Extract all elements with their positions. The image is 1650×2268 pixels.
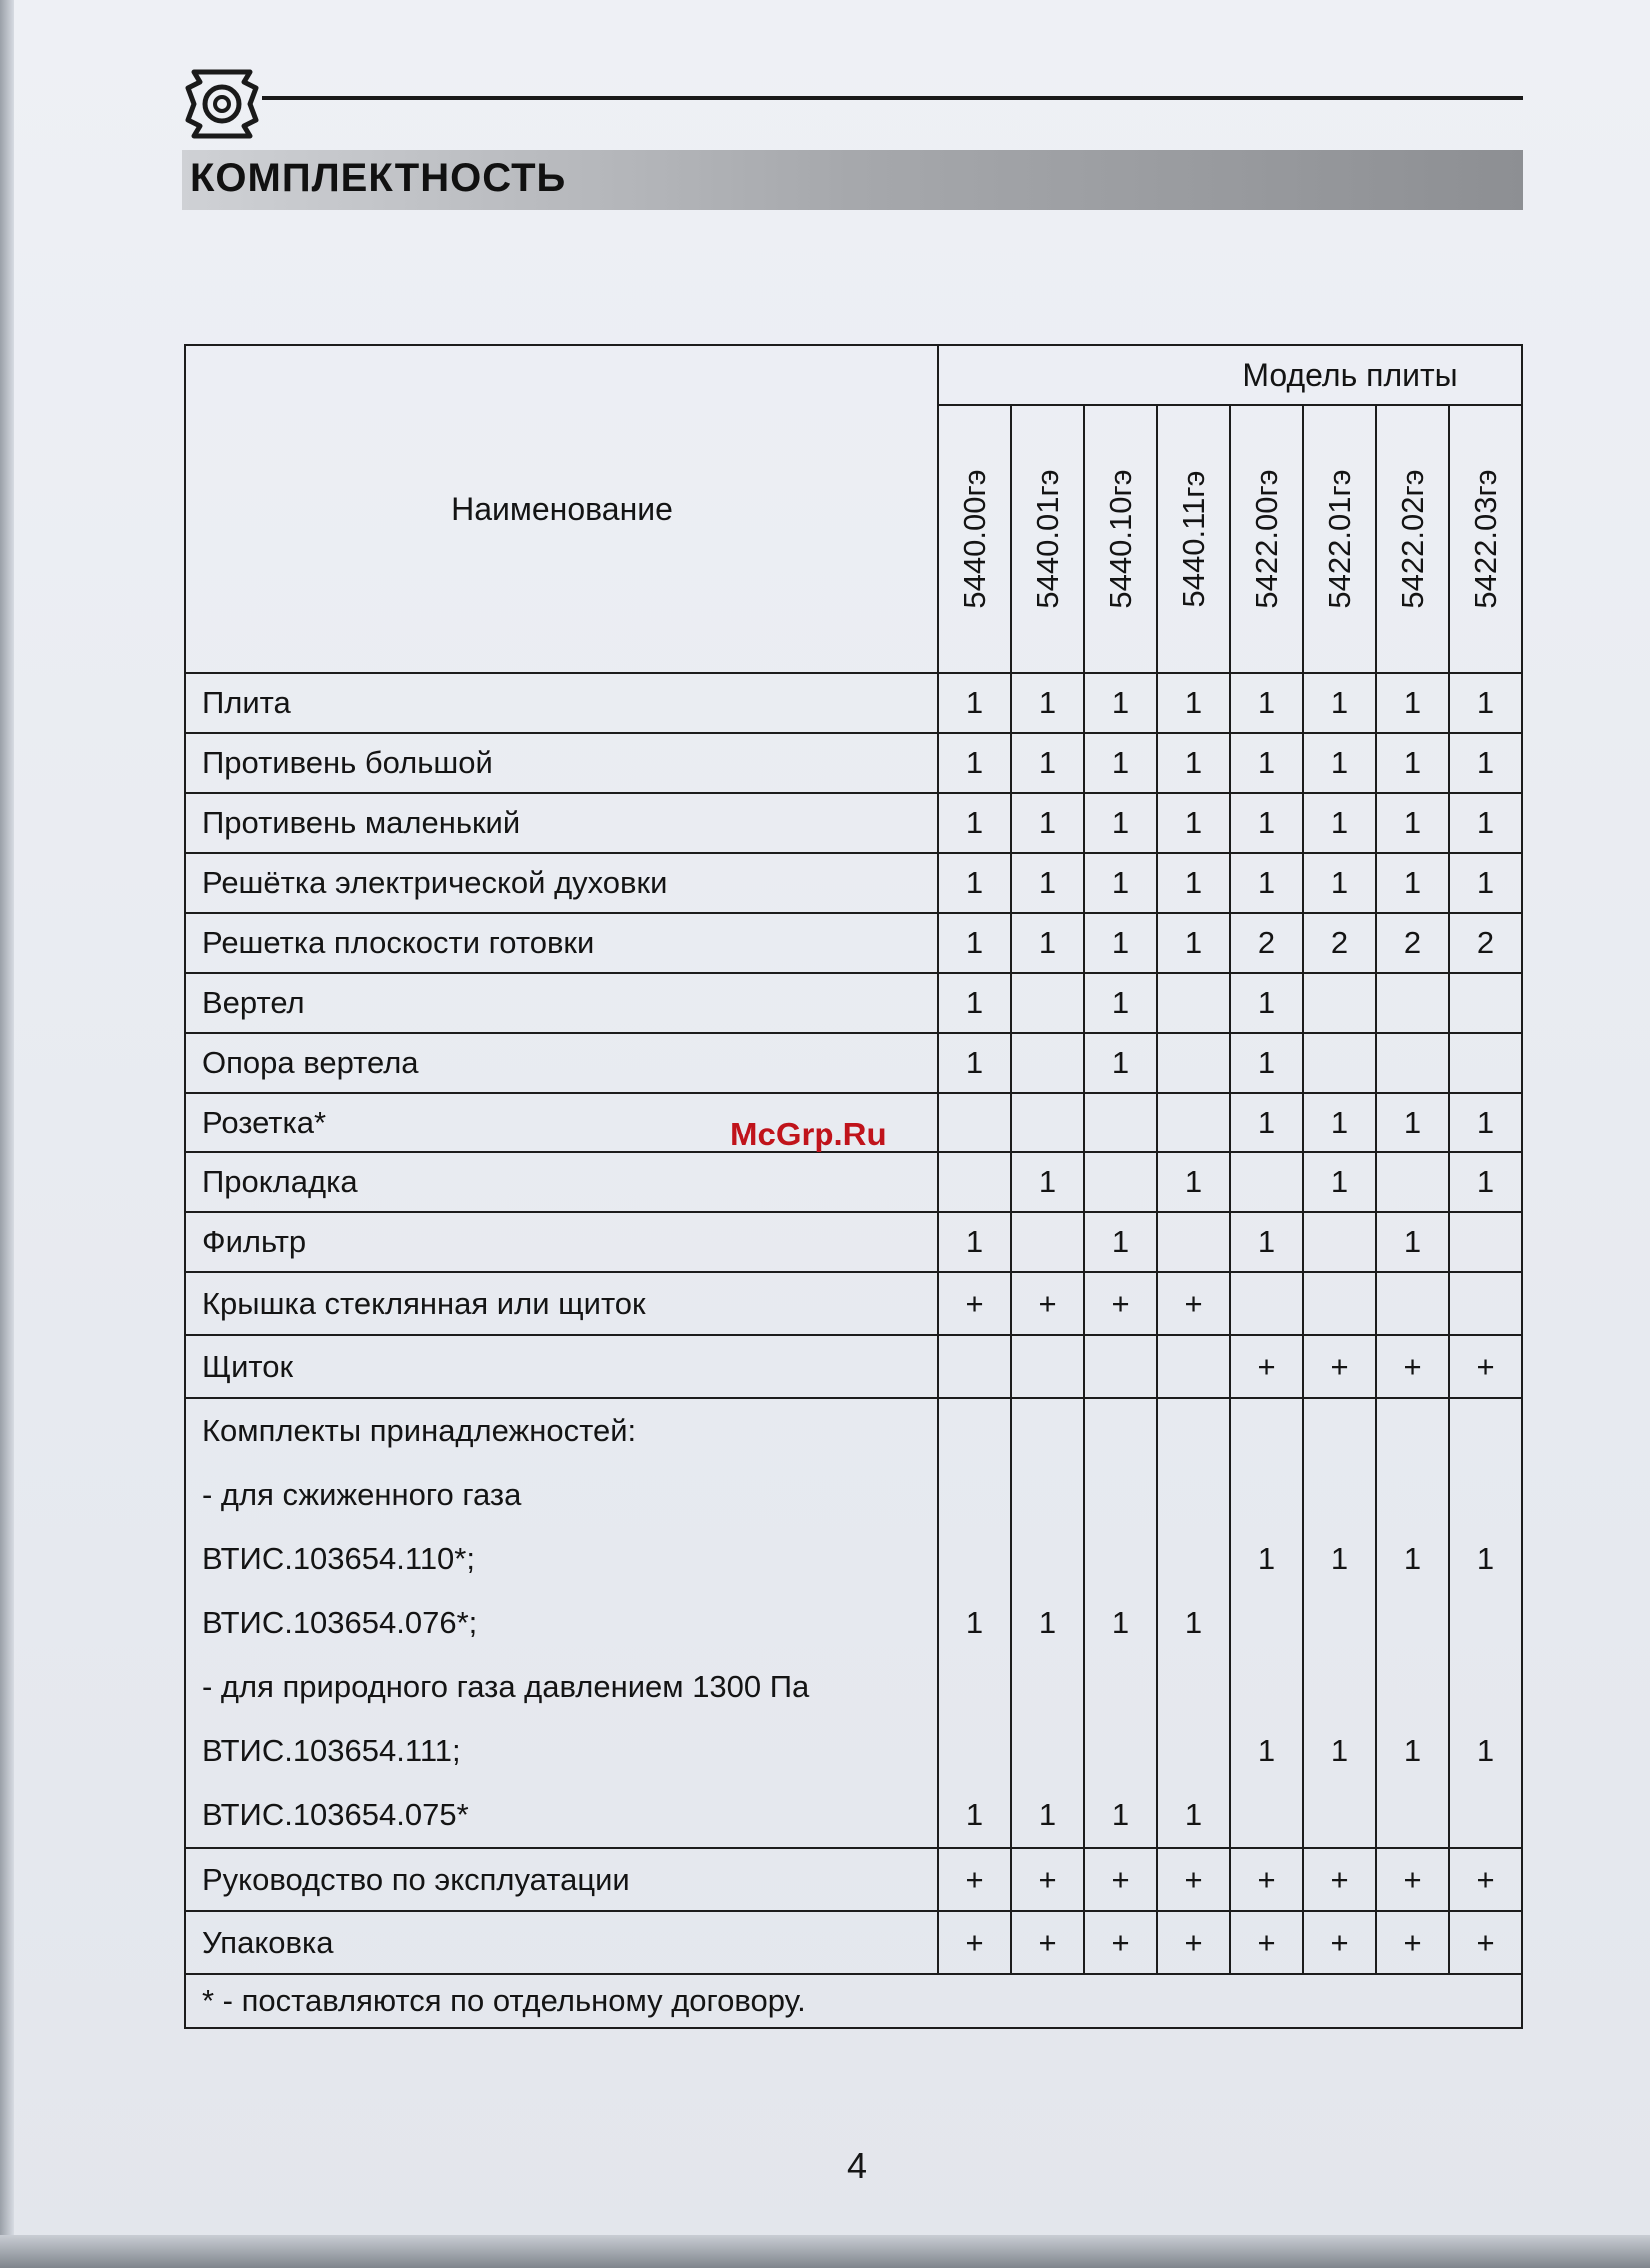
item-quantity: 1 xyxy=(938,673,1011,733)
item-quantity: + xyxy=(1376,1911,1449,1974)
item-quantity xyxy=(1011,1335,1084,1398)
completeness-table-wrap xyxy=(184,344,1521,2029)
item-quantity: 1 xyxy=(1376,793,1449,853)
model-label: 5440.00гэ xyxy=(956,469,992,609)
item-quantity: 1 xyxy=(1011,793,1084,853)
item-quantity: 1 xyxy=(1303,853,1376,913)
item-quantity xyxy=(1011,1093,1084,1152)
item-quantity: 2 xyxy=(1449,913,1522,973)
footnote-row xyxy=(185,1974,1522,2028)
accessory-line: - для природного газа давлением 1300 Па xyxy=(202,1669,810,1704)
accessory-quantity xyxy=(1085,1655,1156,1719)
accessory-quantity xyxy=(1377,1399,1448,1463)
accessory-quantity xyxy=(1377,1783,1448,1847)
item-quantity: + xyxy=(1303,1335,1376,1398)
accessory-quantity: 1 xyxy=(1403,1541,1422,1576)
item-quantity: + xyxy=(1376,1848,1449,1911)
item-quantity: 1 xyxy=(1084,733,1157,793)
item-quantity xyxy=(1303,973,1376,1033)
item-quantity: 1 xyxy=(1230,733,1303,793)
item-quantity: 1 xyxy=(1230,673,1303,733)
accessory-quantity: 1 xyxy=(1330,1541,1349,1576)
item-quantity: 1 xyxy=(1084,1033,1157,1093)
item-quantity: 1 xyxy=(1376,733,1449,793)
model-label: 5440.11гэ xyxy=(1175,470,1211,608)
accessory-quantities xyxy=(1376,1398,1449,1848)
table-row xyxy=(185,1848,1522,1911)
item-quantity: 1 xyxy=(1157,913,1230,973)
item-quantity: 1 xyxy=(1230,1033,1303,1093)
table-row xyxy=(185,973,1522,1033)
accessory-line: ВТИС.103654.110*; xyxy=(202,1541,475,1576)
item-quantity: + xyxy=(1084,1848,1157,1911)
item-quantity: 2 xyxy=(1303,913,1376,973)
item-name: Прокладка xyxy=(185,1152,938,1212)
accessory-quantity xyxy=(1085,1399,1156,1463)
accessory-quantities xyxy=(1011,1398,1084,1848)
item-quantity xyxy=(1157,1212,1230,1272)
item-quantity: 1 xyxy=(1084,793,1157,853)
item-quantity: + xyxy=(1449,1848,1522,1911)
item-name: Противень большой xyxy=(185,733,938,793)
model-label: 5422.02гэ xyxy=(1394,469,1430,609)
item-quantity xyxy=(1376,973,1449,1033)
item-quantity: + xyxy=(1449,1911,1522,1974)
accessory-quantity xyxy=(1377,1655,1448,1719)
model-label: 5422.01гэ xyxy=(1321,469,1357,609)
page-edge-shadow xyxy=(0,0,14,2268)
table-row xyxy=(185,1033,1522,1093)
accessory-quantity: 1 xyxy=(1257,1541,1276,1576)
accessory-quantities xyxy=(1303,1398,1376,1848)
item-quantity: 1 xyxy=(938,793,1011,853)
accessory-line: - для сжиженного газа xyxy=(202,1477,522,1512)
accessory-quantity xyxy=(1231,1399,1302,1463)
item-quantity: + xyxy=(1011,1848,1084,1911)
item-name: Крышка стеклянная или щиток xyxy=(185,1272,938,1335)
item-quantity xyxy=(1303,1033,1376,1093)
accessory-quantity xyxy=(1304,1783,1375,1847)
top-rule xyxy=(262,96,1523,100)
accessory-quantity xyxy=(1377,1591,1448,1655)
item-quantity: + xyxy=(1303,1848,1376,1911)
accessory-quantity xyxy=(1377,1463,1448,1527)
item-quantity: 1 xyxy=(1230,853,1303,913)
accessory-quantity xyxy=(1304,1463,1375,1527)
item-quantity xyxy=(1011,1033,1084,1093)
accessory-quantity: 1 xyxy=(1476,1541,1495,1576)
item-quantity: + xyxy=(1303,1911,1376,1974)
item-quantity: + xyxy=(1084,1272,1157,1335)
item-quantity: + xyxy=(938,1272,1011,1335)
item-quantity: 1 xyxy=(1449,1152,1522,1212)
table-row xyxy=(185,1152,1522,1212)
item-quantity: 1 xyxy=(1230,1093,1303,1152)
item-name: Вертел xyxy=(185,973,938,1033)
accessory-quantity xyxy=(1450,1783,1521,1847)
accessory-quantity: 1 xyxy=(1038,1605,1057,1640)
model-header xyxy=(938,405,1011,673)
accessory-quantity xyxy=(1158,1399,1229,1463)
accessory-quantity: 1 xyxy=(965,1797,984,1832)
item-quantity xyxy=(1157,1033,1230,1093)
table-row xyxy=(185,1911,1522,1974)
model-header xyxy=(1157,405,1230,673)
accessory-quantities xyxy=(938,1398,1011,1848)
table-row xyxy=(185,1212,1522,1272)
item-quantity xyxy=(1084,1335,1157,1398)
item-name: Руководство по эксплуатации xyxy=(185,1848,938,1911)
item-quantity: + xyxy=(1230,1848,1303,1911)
item-quantity: 1 xyxy=(1230,793,1303,853)
item-quantity: + xyxy=(1084,1911,1157,1974)
model-group-header xyxy=(938,345,1522,405)
accessory-quantity xyxy=(1231,1463,1302,1527)
model-header xyxy=(1011,405,1084,673)
footnote: * - поставляются по отдельному договору. xyxy=(185,1974,1522,2028)
model-header xyxy=(1230,405,1303,673)
oven-logo-icon xyxy=(182,64,262,144)
item-quantity xyxy=(1376,1033,1449,1093)
item-quantity: 1 xyxy=(1011,853,1084,913)
accessory-quantity: 1 xyxy=(1111,1797,1130,1832)
accessory-quantity: 1 xyxy=(1257,1733,1276,1768)
item-quantity: 1 xyxy=(1449,1093,1522,1152)
accessory-quantity xyxy=(1450,1655,1521,1719)
accessory-quantity xyxy=(1231,1783,1302,1847)
item-quantity: 1 xyxy=(938,913,1011,973)
accessory-quantity: 1 xyxy=(1111,1605,1130,1640)
accessory-quantities xyxy=(1449,1398,1522,1848)
accessory-quantities xyxy=(1157,1398,1230,1848)
table-row xyxy=(185,913,1522,973)
model-header xyxy=(1376,405,1449,673)
accessory-quantity xyxy=(939,1527,1010,1591)
item-quantity xyxy=(1230,1272,1303,1335)
accessory-quantity: 1 xyxy=(1403,1733,1422,1768)
item-quantity: + xyxy=(1376,1335,1449,1398)
item-quantity xyxy=(938,1152,1011,1212)
item-quantity xyxy=(1084,1093,1157,1152)
model-header xyxy=(1084,405,1157,673)
item-name: Решётка электрической духовки xyxy=(185,853,938,913)
item-quantity: + xyxy=(1011,1911,1084,1974)
item-quantity: 1 xyxy=(938,1033,1011,1093)
item-quantity: 1 xyxy=(1303,1093,1376,1152)
item-quantity: 1 xyxy=(938,733,1011,793)
name-column-header: Наименование xyxy=(185,345,938,673)
table-row xyxy=(185,1272,1522,1335)
accessory-quantity: 1 xyxy=(965,1605,984,1640)
item-quantity: 1 xyxy=(1376,853,1449,913)
accessory-quantity xyxy=(939,1463,1010,1527)
accessory-quantity xyxy=(1012,1399,1083,1463)
accessory-quantity xyxy=(1158,1655,1229,1719)
item-quantity: + xyxy=(1230,1911,1303,1974)
item-name: Плита xyxy=(185,673,938,733)
accessory-quantity xyxy=(1012,1655,1083,1719)
accessories-row xyxy=(185,1398,1522,1848)
item-quantity: 1 xyxy=(1084,913,1157,973)
accessory-quantity: 1 xyxy=(1330,1733,1349,1768)
accessory-quantity xyxy=(1085,1463,1156,1527)
item-quantity: + xyxy=(1157,1272,1230,1335)
accessory-line: Комплекты принадлежностей: xyxy=(202,1413,637,1448)
accessory-quantity xyxy=(1450,1591,1521,1655)
item-quantity: 1 xyxy=(1157,793,1230,853)
item-name: Опора вертела xyxy=(185,1033,938,1093)
watermark: McGrp.Ru xyxy=(730,1116,887,1152)
accessory-quantity xyxy=(1085,1527,1156,1591)
item-quantity: 1 xyxy=(1230,973,1303,1033)
item-quantity: 1 xyxy=(938,1212,1011,1272)
model-label: 5422.03гэ xyxy=(1467,469,1503,609)
accessory-quantity xyxy=(1158,1719,1229,1783)
item-quantity: 1 xyxy=(1303,733,1376,793)
item-name: Решетка плоскости готовки xyxy=(185,913,938,973)
accessory-quantity xyxy=(1012,1463,1083,1527)
accessory-line: ВТИС.103654.076*; xyxy=(202,1605,478,1640)
model-group-title: Модель плиты xyxy=(1242,356,1458,393)
item-quantity xyxy=(1303,1212,1376,1272)
item-quantity: 1 xyxy=(1449,793,1522,853)
accessory-quantity xyxy=(1085,1719,1156,1783)
item-name: Розетка* xyxy=(185,1093,938,1152)
item-quantity xyxy=(1011,1212,1084,1272)
item-quantity xyxy=(1011,973,1084,1033)
accessory-quantity xyxy=(1158,1463,1229,1527)
item-quantity: 1 xyxy=(1376,1212,1449,1272)
item-quantity: 1 xyxy=(1084,853,1157,913)
accessory-quantity: 1 xyxy=(1184,1797,1203,1832)
accessory-quantity xyxy=(1231,1655,1302,1719)
item-quantity: 1 xyxy=(1157,1152,1230,1212)
item-quantity: 1 xyxy=(1011,733,1084,793)
item-name: Щиток xyxy=(185,1335,938,1398)
item-quantity: 1 xyxy=(1449,733,1522,793)
item-quantity: 1 xyxy=(1011,913,1084,973)
accessory-quantity xyxy=(1012,1719,1083,1783)
model-label: 5422.00гэ xyxy=(1248,469,1284,609)
item-name: Фильтр xyxy=(185,1212,938,1272)
item-quantity: 2 xyxy=(1230,913,1303,973)
item-quantity xyxy=(1449,1033,1522,1093)
page-bottom-shadow xyxy=(0,2235,1650,2268)
item-quantity: + xyxy=(938,1848,1011,1911)
accessory-quantity xyxy=(939,1719,1010,1783)
item-quantity: 1 xyxy=(1084,1212,1157,1272)
item-quantity: 1 xyxy=(1376,1093,1449,1152)
section-title: КОМПЛЕКТНОСТЬ xyxy=(190,156,567,200)
completeness-table xyxy=(184,344,1523,2029)
item-quantity xyxy=(1449,1212,1522,1272)
model-label: 5440.01гэ xyxy=(1029,469,1065,609)
item-quantity: + xyxy=(1230,1335,1303,1398)
accessory-quantities xyxy=(1230,1398,1303,1848)
item-quantity: 1 xyxy=(1084,973,1157,1033)
item-quantity xyxy=(1449,1272,1522,1335)
accessory-quantity xyxy=(939,1399,1010,1463)
table-row xyxy=(185,793,1522,853)
item-quantity xyxy=(1157,1335,1230,1398)
accessory-quantity xyxy=(1450,1399,1521,1463)
accessory-quantity xyxy=(1304,1591,1375,1655)
accessory-quantity: 1 xyxy=(1038,1797,1057,1832)
item-quantity xyxy=(938,1093,1011,1152)
item-quantity xyxy=(1157,973,1230,1033)
accessories-names xyxy=(185,1398,938,1848)
item-quantity: 1 xyxy=(1011,1152,1084,1212)
accessory-quantity xyxy=(939,1655,1010,1719)
table-row xyxy=(185,1335,1522,1398)
item-quantity: 1 xyxy=(1157,853,1230,913)
item-quantity: 1 xyxy=(1303,793,1376,853)
table-row xyxy=(185,853,1522,913)
page-number: 4 xyxy=(847,2145,868,2186)
item-quantity: 1 xyxy=(938,973,1011,1033)
item-quantity xyxy=(1376,1272,1449,1335)
accessory-quantity xyxy=(1304,1399,1375,1463)
item-quantity: 1 xyxy=(938,853,1011,913)
item-quantity xyxy=(1449,973,1522,1033)
item-quantity: 1 xyxy=(1011,673,1084,733)
item-quantity: 1 xyxy=(1449,673,1522,733)
model-header xyxy=(1449,405,1522,673)
item-quantity xyxy=(1084,1152,1157,1212)
item-quantity: 1 xyxy=(1303,1152,1376,1212)
table-row xyxy=(185,733,1522,793)
item-quantity: 1 xyxy=(1303,673,1376,733)
accessory-quantity xyxy=(1158,1527,1229,1591)
accessory-quantity xyxy=(1231,1591,1302,1655)
item-quantity: + xyxy=(1449,1335,1522,1398)
item-quantity: + xyxy=(938,1911,1011,1974)
item-quantity: 1 xyxy=(1157,673,1230,733)
accessory-quantity xyxy=(1012,1527,1083,1591)
accessory-line: ВТИС.103654.111; xyxy=(202,1733,461,1768)
accessory-quantity: 1 xyxy=(1184,1605,1203,1640)
accessory-quantity: 1 xyxy=(1476,1733,1495,1768)
item-quantity: 2 xyxy=(1376,913,1449,973)
item-quantity: 1 xyxy=(1230,1212,1303,1272)
item-quantity: 1 xyxy=(1449,853,1522,913)
accessory-quantity xyxy=(1304,1655,1375,1719)
item-quantity xyxy=(938,1335,1011,1398)
item-quantity xyxy=(1157,1093,1230,1152)
item-quantity: + xyxy=(1157,1911,1230,1974)
accessory-quantity xyxy=(1450,1463,1521,1527)
item-quantity: 1 xyxy=(1376,673,1449,733)
item-quantity: + xyxy=(1157,1848,1230,1911)
model-header xyxy=(1303,405,1376,673)
table-row xyxy=(185,673,1522,733)
item-name: Противень маленький xyxy=(185,793,938,853)
accessory-line: ВТИС.103654.075* xyxy=(202,1797,469,1832)
item-quantity: 1 xyxy=(1157,733,1230,793)
model-label: 5440.10гэ xyxy=(1102,469,1138,609)
item-quantity xyxy=(1303,1272,1376,1335)
item-quantity: + xyxy=(1011,1272,1084,1335)
item-quantity xyxy=(1230,1152,1303,1212)
accessory-quantities xyxy=(1084,1398,1157,1848)
item-quantity xyxy=(1376,1152,1449,1212)
item-name: Упаковка xyxy=(185,1911,938,1974)
item-quantity: 1 xyxy=(1084,673,1157,733)
